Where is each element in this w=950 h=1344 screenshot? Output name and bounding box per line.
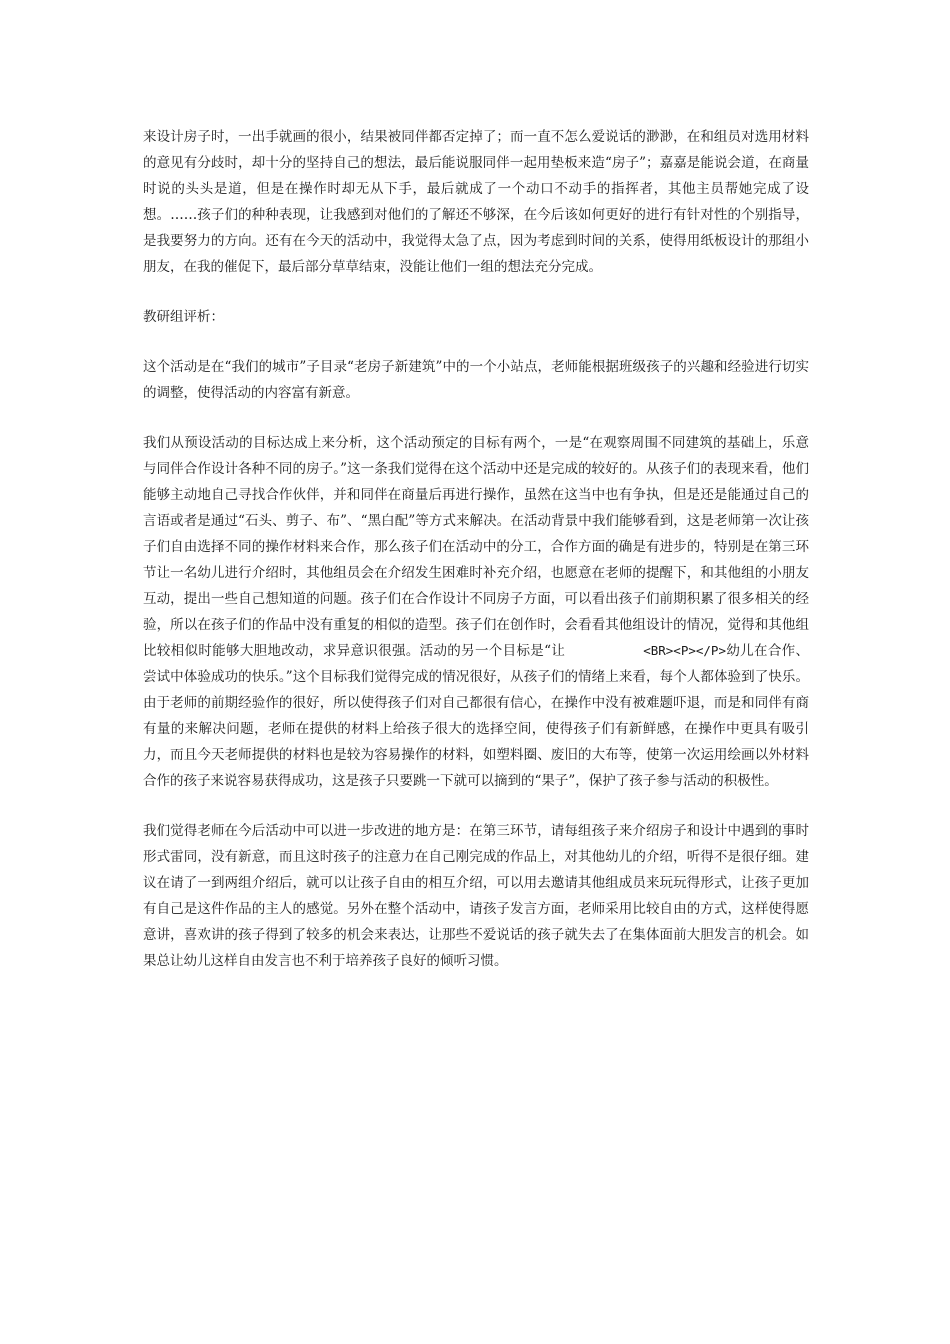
paragraph-activity-overview: 这个活动是在“我们的城市”子目录“老房子新建筑”中的一个小站点，老师能根据班级孩子的兴趣和经验进行切实的调整，使得活动的内容富有新意。 <box>143 359 809 401</box>
goal-analysis-text-2: 幼儿在合作、尝试中体验成功的快乐。”这个目标我们觉得完成的情况很好，从孩子们的情绪上来看，每个人都体验到了快乐。由于老师的前期经验作的很好，所以使得孩子们对自己都很有信心，在操作中没有被难题吓退，而是和同伴有商有量的来解决问题，老师在提供的材料上给孩子很大的选择空间，使得孩子们有新鲜感，在操作中更具有吸引力，而且今天老师提供的材料也是较为容易操作的材料，如塑料圈、废旧的大布等，使第一次运用绘画以外材料合作的孩子来说容易获得成功，这是孩子只要跳一下就可以摘到的“果子”，保护了孩子参与活动的积极性。 <box>143 643 809 789</box>
section-heading-review: 教研组评析： <box>143 309 224 325</box>
goal-analysis-text-1: 我们从预设活动的目标达成上来分析，这个活动预定的目标有两个，一是“在观察周围不同建筑的基础上，乐意与同伴合作设计各种不同的房子。”这一条我们觉得在这个活动中还是完成的较好的。从孩子们的表现来看，他们能够主动地自己寻找合作伙伴，并和同伴在商量后再进行操作，虽然在这当中也有争执，但是还是能通过自己的言语或者是通过“石头、剪子、布”、“黑白配”等方式来解决。在活动背景中我们能够看到，这是老师第一次让孩子们自由选择不同的操作材料来合作，那么孩子们在活动中的分工，合作方面的确是有进步的，特别是在第三环节让一名幼儿进行介绍时，其他组员会在介绍发生困难时补充介绍，也愿意在老师的提醒下，和其他组的小朋友互动，提出一些自己想知道的问题。孩子们在合作设计不同房子方面，可以看出孩子们前期积累了很多相关的经验，所以在孩子们的作品中没有重复的相似的造型。孩子们在创作时，会看看其他组设计的情况，觉得和其他组比较相似时能够大胆地改动，求异意识很强。活动的另一个目标是“让 <box>143 435 809 659</box>
paragraph-reflection: 来设计房子时，一出手就画的很小，结果被同伴都否定掉了；而一直不怎么爱说话的渺渺，在和组员对选用材料的意见有分歧时，却十分的坚持自己的想法，最后能说服同伴一起用垫板来造“房子”；嘉嘉是能说会道，在商量时说的头头是道，但是在操作时却无从下手，最后就成了一个动口不动手的指挥者，其他主员帮她完成了设想。……孩子们的种种表现，让我感到对他们的了解还不够深，在今后该如何更好的进行有针对性的个别指导，是我要努力的方向。还有在今天的活动中，我觉得太急了点，因为考虑到时间的关系，使得用纸板设计的那组小朋友，在我的催促下，最后部分草草结束，没能让他们一组的想法充分完成。 <box>143 129 809 275</box>
paragraph-goal-analysis <box>143 430 809 794</box>
paragraph-improvement-suggestions: 我们觉得老师在今后活动中可以进一步改进的地方是：在第三环节，请每组孩子来介绍房子和设计中遇到的事时形式雷同，没有新意，而且这时孩子的注意力在自己刚完成的作品上，对其他幼儿的介绍，听得不是很仔细。建议在请了一到两组介绍后，就可以让孩子自由的相互介绍，可以用去邀请其他组成员来玩玩得形式，让孩子更加有自己是这件作品的主人的感觉。另外在整个活动中，请孩子发言方面，老师采用比较自由的方式，这样使得愿意讲，喜欢讲的孩子得到了较多的机会来表达，让那些不爱说话的孩子就失去了在集体面前大胆发言的机会。如果总让幼儿这样自由发言也不利于培养孩子良好的倾听习惯。 <box>143 823 809 969</box>
document-body <box>143 124 809 998</box>
inline-html-code: <BR><P></P> <box>643 643 726 658</box>
